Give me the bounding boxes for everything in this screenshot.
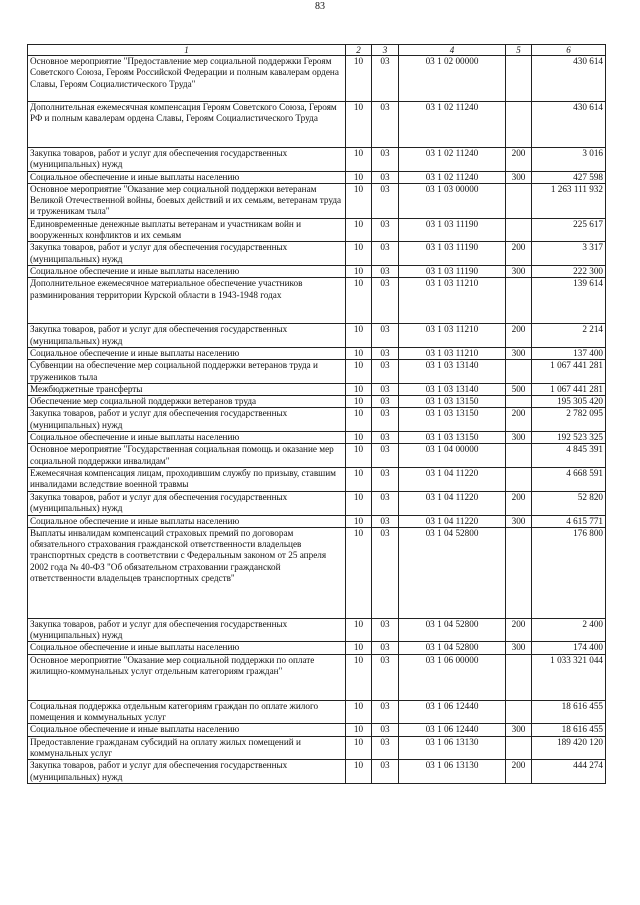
item-section: 10 bbox=[346, 408, 372, 432]
item-expense-type bbox=[506, 360, 532, 384]
item-subsection: 03 bbox=[372, 360, 399, 384]
item-name: Социальное обеспечение и иные выплаты населению bbox=[28, 347, 346, 359]
item-expense-type bbox=[506, 102, 532, 148]
item-expense-type: 300 bbox=[506, 515, 532, 527]
item-section: 10 bbox=[346, 467, 372, 491]
item-expense-type: 200 bbox=[506, 324, 532, 348]
item-target-code: 03 1 06 12440 bbox=[399, 700, 506, 724]
item-section: 10 bbox=[346, 218, 372, 242]
item-section: 10 bbox=[346, 242, 372, 266]
item-section: 10 bbox=[346, 444, 372, 468]
item-subsection: 03 bbox=[372, 724, 399, 736]
item-section: 10 bbox=[346, 278, 372, 324]
item-name: Социальная поддержка отдельным категориям граждан по оплате жилого помещения и коммунальных услуг bbox=[28, 700, 346, 724]
item-subsection: 03 bbox=[372, 618, 399, 642]
item-name: Выплаты инвалидам компенсаций страховых премий по договорам обязательного страхования гражданской ответственности владельцев транспортных средств в соответствии с Федеральным законом от 25 апреля 2002 года № 40-ФЗ "Об обязательном страховании гражданской ответственности владельцев транспортных средств" bbox=[28, 527, 346, 618]
item-amount: 192 523 325 bbox=[532, 432, 606, 444]
item-amount: 430 614 bbox=[532, 56, 606, 102]
item-subsection: 03 bbox=[372, 515, 399, 527]
item-name: Закупка товаров, работ и услуг для обеспечения государственных (муниципальных) нужд bbox=[28, 760, 346, 784]
item-subsection: 03 bbox=[372, 444, 399, 468]
item-target-code: 03 1 03 13140 bbox=[399, 360, 506, 384]
item-name: Основное мероприятие "Оказание мер социальной поддержки по оплате жилищно-коммунальных услуг отдельным категориям граждан" bbox=[28, 654, 346, 700]
item-amount: 195 305 420 bbox=[532, 396, 606, 408]
table-row bbox=[28, 324, 606, 348]
item-subsection: 03 bbox=[372, 102, 399, 148]
table-row bbox=[28, 183, 606, 218]
item-section: 10 bbox=[346, 527, 372, 618]
page-number: 83 bbox=[315, 1, 325, 12]
item-subsection: 03 bbox=[372, 266, 399, 278]
item-subsection: 03 bbox=[372, 347, 399, 359]
item-section: 10 bbox=[346, 171, 372, 183]
table-row bbox=[28, 432, 606, 444]
item-subsection: 03 bbox=[372, 700, 399, 724]
col-header-2: 2 bbox=[346, 45, 372, 56]
item-amount: 1 067 441 281 bbox=[532, 360, 606, 384]
table-row bbox=[28, 724, 606, 736]
item-subsection: 03 bbox=[372, 278, 399, 324]
col-header-6: 6 bbox=[532, 45, 606, 56]
item-subsection: 03 bbox=[372, 148, 399, 172]
header-row bbox=[28, 45, 606, 56]
item-amount: 2 782 095 bbox=[532, 408, 606, 432]
item-expense-type: 300 bbox=[506, 266, 532, 278]
table-row bbox=[28, 654, 606, 700]
col-header-5: 5 bbox=[506, 45, 532, 56]
item-section: 10 bbox=[346, 432, 372, 444]
item-section: 10 bbox=[346, 324, 372, 348]
item-amount: 18 616 455 bbox=[532, 724, 606, 736]
item-target-code: 03 1 02 11240 bbox=[399, 102, 506, 148]
table-row bbox=[28, 148, 606, 172]
item-name: Социальное обеспечение и иные выплаты населению bbox=[28, 642, 346, 654]
item-target-code: 03 1 04 11220 bbox=[399, 491, 506, 515]
item-subsection: 03 bbox=[372, 242, 399, 266]
table-row bbox=[28, 642, 606, 654]
item-name: Единовременные денежные выплаты ветеранам и участникам войн и вооруженных конфликтов и их семьям bbox=[28, 218, 346, 242]
item-name: Социальное обеспечение и иные выплаты населению bbox=[28, 171, 346, 183]
item-section: 10 bbox=[346, 724, 372, 736]
item-name: Межбюджетные трансферты bbox=[28, 383, 346, 395]
table-row bbox=[28, 383, 606, 395]
item-subsection: 03 bbox=[372, 408, 399, 432]
item-section: 10 bbox=[346, 183, 372, 218]
item-section: 10 bbox=[346, 700, 372, 724]
item-name: Социальное обеспечение и иные выплаты населению bbox=[28, 266, 346, 278]
item-section: 10 bbox=[346, 266, 372, 278]
item-expense-type: 200 bbox=[506, 491, 532, 515]
item-name: Закупка товаров, работ и услуг для обеспечения государственных (муниципальных) нужд bbox=[28, 324, 346, 348]
table-row bbox=[28, 396, 606, 408]
col-header-4: 4 bbox=[399, 45, 506, 56]
item-name: Закупка товаров, работ и услуг для обеспечения государственных (муниципальных) нужд bbox=[28, 148, 346, 172]
item-name: Социальное обеспечение и иные выплаты населению bbox=[28, 724, 346, 736]
item-expense-type bbox=[506, 218, 532, 242]
item-section: 10 bbox=[346, 736, 372, 760]
item-expense-type: 200 bbox=[506, 148, 532, 172]
item-target-code: 03 1 02 00000 bbox=[399, 56, 506, 102]
item-subsection: 03 bbox=[372, 396, 399, 408]
item-section: 10 bbox=[346, 102, 372, 148]
item-name: Социальное обеспечение и иные выплаты населению bbox=[28, 515, 346, 527]
table-row bbox=[28, 444, 606, 468]
item-subsection: 03 bbox=[372, 56, 399, 102]
item-name: Дополнительная ежемесячная компенсация Героям Советского Союза, Героям РФ и полным кавалерам ордена Славы, Героям Социалистического Труда bbox=[28, 102, 346, 148]
item-target-code: 03 1 03 13150 bbox=[399, 396, 506, 408]
item-target-code: 03 1 06 00000 bbox=[399, 654, 506, 700]
item-expense-type bbox=[506, 654, 532, 700]
item-expense-type bbox=[506, 396, 532, 408]
table-row bbox=[28, 618, 606, 642]
item-expense-type bbox=[506, 444, 532, 468]
item-expense-type: 200 bbox=[506, 408, 532, 432]
item-subsection: 03 bbox=[372, 383, 399, 395]
item-subsection: 03 bbox=[372, 736, 399, 760]
item-amount: 2 400 bbox=[532, 618, 606, 642]
table-row bbox=[28, 56, 606, 102]
item-expense-type bbox=[506, 527, 532, 618]
item-target-code: 03 1 04 00000 bbox=[399, 444, 506, 468]
table-row bbox=[28, 266, 606, 278]
item-name: Социальное обеспечение и иные выплаты населению bbox=[28, 432, 346, 444]
item-section: 10 bbox=[346, 347, 372, 359]
item-amount: 1 033 321 044 bbox=[532, 654, 606, 700]
item-subsection: 03 bbox=[372, 467, 399, 491]
item-name: Закупка товаров, работ и услуг для обеспечения государственных (муниципальных) нужд bbox=[28, 242, 346, 266]
col-header-1: 1 bbox=[28, 45, 346, 56]
item-amount: 3 317 bbox=[532, 242, 606, 266]
item-amount: 4 668 591 bbox=[532, 467, 606, 491]
table-row bbox=[28, 515, 606, 527]
item-target-code: 03 1 04 52800 bbox=[399, 642, 506, 654]
item-target-code: 03 1 03 00000 bbox=[399, 183, 506, 218]
item-target-code: 03 1 04 11220 bbox=[399, 467, 506, 491]
table-row bbox=[28, 527, 606, 618]
item-target-code: 03 1 02 11240 bbox=[399, 148, 506, 172]
table-row bbox=[28, 700, 606, 724]
item-target-code: 03 1 03 11190 bbox=[399, 266, 506, 278]
item-subsection: 03 bbox=[372, 218, 399, 242]
table-row bbox=[28, 171, 606, 183]
item-section: 10 bbox=[346, 515, 372, 527]
item-section: 10 bbox=[346, 642, 372, 654]
item-subsection: 03 bbox=[372, 760, 399, 784]
item-amount: 1 067 441 281 bbox=[532, 383, 606, 395]
item-amount: 18 616 455 bbox=[532, 700, 606, 724]
item-subsection: 03 bbox=[372, 491, 399, 515]
item-expense-type: 200 bbox=[506, 618, 532, 642]
item-section: 10 bbox=[346, 383, 372, 395]
item-amount: 427 598 bbox=[532, 171, 606, 183]
item-target-code: 03 1 03 13150 bbox=[399, 408, 506, 432]
item-expense-type: 500 bbox=[506, 383, 532, 395]
table-row bbox=[28, 736, 606, 760]
item-amount: 222 300 bbox=[532, 266, 606, 278]
item-name: Основное мероприятие "Предоставление мер социальной поддержки Героям Советского Союза, Героям Российской Федерации и полным кавалерам ордена Славы, Героям Социалистического Труда" bbox=[28, 56, 346, 102]
item-name: Закупка товаров, работ и услуг для обеспечения государственных (муниципальных) нужд bbox=[28, 618, 346, 642]
item-target-code: 03 1 06 13130 bbox=[399, 736, 506, 760]
col-header-3: 3 bbox=[372, 45, 399, 56]
table-row bbox=[28, 760, 606, 784]
item-expense-type bbox=[506, 736, 532, 760]
item-name: Дополнительное ежемесячное материальное обеспечение участников разминирования территории Курской области в 1943-1948 годах bbox=[28, 278, 346, 324]
item-subsection: 03 bbox=[372, 642, 399, 654]
item-target-code: 03 1 04 52800 bbox=[399, 527, 506, 618]
item-amount: 3 016 bbox=[532, 148, 606, 172]
item-expense-type bbox=[506, 278, 532, 324]
item-amount: 176 800 bbox=[532, 527, 606, 618]
item-expense-type bbox=[506, 56, 532, 102]
item-expense-type: 300 bbox=[506, 724, 532, 736]
item-target-code: 03 1 03 13150 bbox=[399, 432, 506, 444]
item-name: Предоставление гражданам субсидий на оплату жилых помещений и коммунальных услуг bbox=[28, 736, 346, 760]
item-name: Обеспечение мер социальной поддержки ветеранов труда bbox=[28, 396, 346, 408]
item-amount: 4 615 771 bbox=[532, 515, 606, 527]
item-section: 10 bbox=[346, 56, 372, 102]
item-name: Ежемесячная компенсация лицам, проходившим службу по призыву, ставшим инвалидами вследствие военной травмы bbox=[28, 467, 346, 491]
item-amount: 2 214 bbox=[532, 324, 606, 348]
item-target-code: 03 1 03 11190 bbox=[399, 218, 506, 242]
budget-table bbox=[27, 44, 606, 784]
item-expense-type bbox=[506, 700, 532, 724]
item-name: Основное мероприятие "Оказание мер социальной поддержки ветеранам Великой Отечественной войны, боевых действий и их семьям, ветеранам труда и труженикам тыла" bbox=[28, 183, 346, 218]
item-expense-type bbox=[506, 183, 532, 218]
item-target-code: 03 1 03 11210 bbox=[399, 324, 506, 348]
table-row bbox=[28, 102, 606, 148]
table-row bbox=[28, 491, 606, 515]
item-subsection: 03 bbox=[372, 324, 399, 348]
item-target-code: 03 1 02 11240 bbox=[399, 171, 506, 183]
item-section: 10 bbox=[346, 760, 372, 784]
item-section: 10 bbox=[346, 148, 372, 172]
item-subsection: 03 bbox=[372, 527, 399, 618]
item-amount: 174 400 bbox=[532, 642, 606, 654]
item-target-code: 03 1 06 13130 bbox=[399, 760, 506, 784]
item-expense-type: 300 bbox=[506, 171, 532, 183]
item-subsection: 03 bbox=[372, 654, 399, 700]
item-target-code: 03 1 03 11210 bbox=[399, 347, 506, 359]
table-row bbox=[28, 278, 606, 324]
item-amount: 4 845 391 bbox=[532, 444, 606, 468]
item-subsection: 03 bbox=[372, 432, 399, 444]
item-amount: 1 263 111 932 bbox=[532, 183, 606, 218]
table-row bbox=[28, 218, 606, 242]
item-target-code: 03 1 03 13140 bbox=[399, 383, 506, 395]
item-target-code: 03 1 06 12440 bbox=[399, 724, 506, 736]
item-name: Субвенции на обеспечение мер социальной поддержки ветеранов труда и тружеников тыла bbox=[28, 360, 346, 384]
item-expense-type: 200 bbox=[506, 242, 532, 266]
item-section: 10 bbox=[346, 654, 372, 700]
item-subsection: 03 bbox=[372, 183, 399, 218]
item-section: 10 bbox=[346, 396, 372, 408]
item-amount: 444 274 bbox=[532, 760, 606, 784]
item-target-code: 03 1 04 52800 bbox=[399, 618, 506, 642]
item-expense-type: 300 bbox=[506, 347, 532, 359]
item-section: 10 bbox=[346, 491, 372, 515]
item-amount: 189 420 120 bbox=[532, 736, 606, 760]
item-name: Основное мероприятие "Государственная социальная помощь и оказание мер социальной поддержки инвалидам" bbox=[28, 444, 346, 468]
item-expense-type: 300 bbox=[506, 642, 532, 654]
table-row bbox=[28, 360, 606, 384]
item-expense-type: 200 bbox=[506, 760, 532, 784]
item-expense-type: 300 bbox=[506, 432, 532, 444]
item-name: Закупка товаров, работ и услуг для обеспечения государственных (муниципальных) нужд bbox=[28, 408, 346, 432]
item-amount: 137 400 bbox=[532, 347, 606, 359]
item-target-code: 03 1 03 11190 bbox=[399, 242, 506, 266]
item-section: 10 bbox=[346, 618, 372, 642]
item-section: 10 bbox=[346, 360, 372, 384]
item-expense-type bbox=[506, 467, 532, 491]
item-target-code: 03 1 04 11220 bbox=[399, 515, 506, 527]
table-row bbox=[28, 242, 606, 266]
item-amount: 139 614 bbox=[532, 278, 606, 324]
item-amount: 225 617 bbox=[532, 218, 606, 242]
table-row bbox=[28, 347, 606, 359]
item-target-code: 03 1 03 11210 bbox=[399, 278, 506, 324]
table-row bbox=[28, 467, 606, 491]
item-subsection: 03 bbox=[372, 171, 399, 183]
item-name: Закупка товаров, работ и услуг для обеспечения государственных (муниципальных) нужд bbox=[28, 491, 346, 515]
item-amount: 430 614 bbox=[532, 102, 606, 148]
table-row bbox=[28, 408, 606, 432]
item-amount: 52 820 bbox=[532, 491, 606, 515]
